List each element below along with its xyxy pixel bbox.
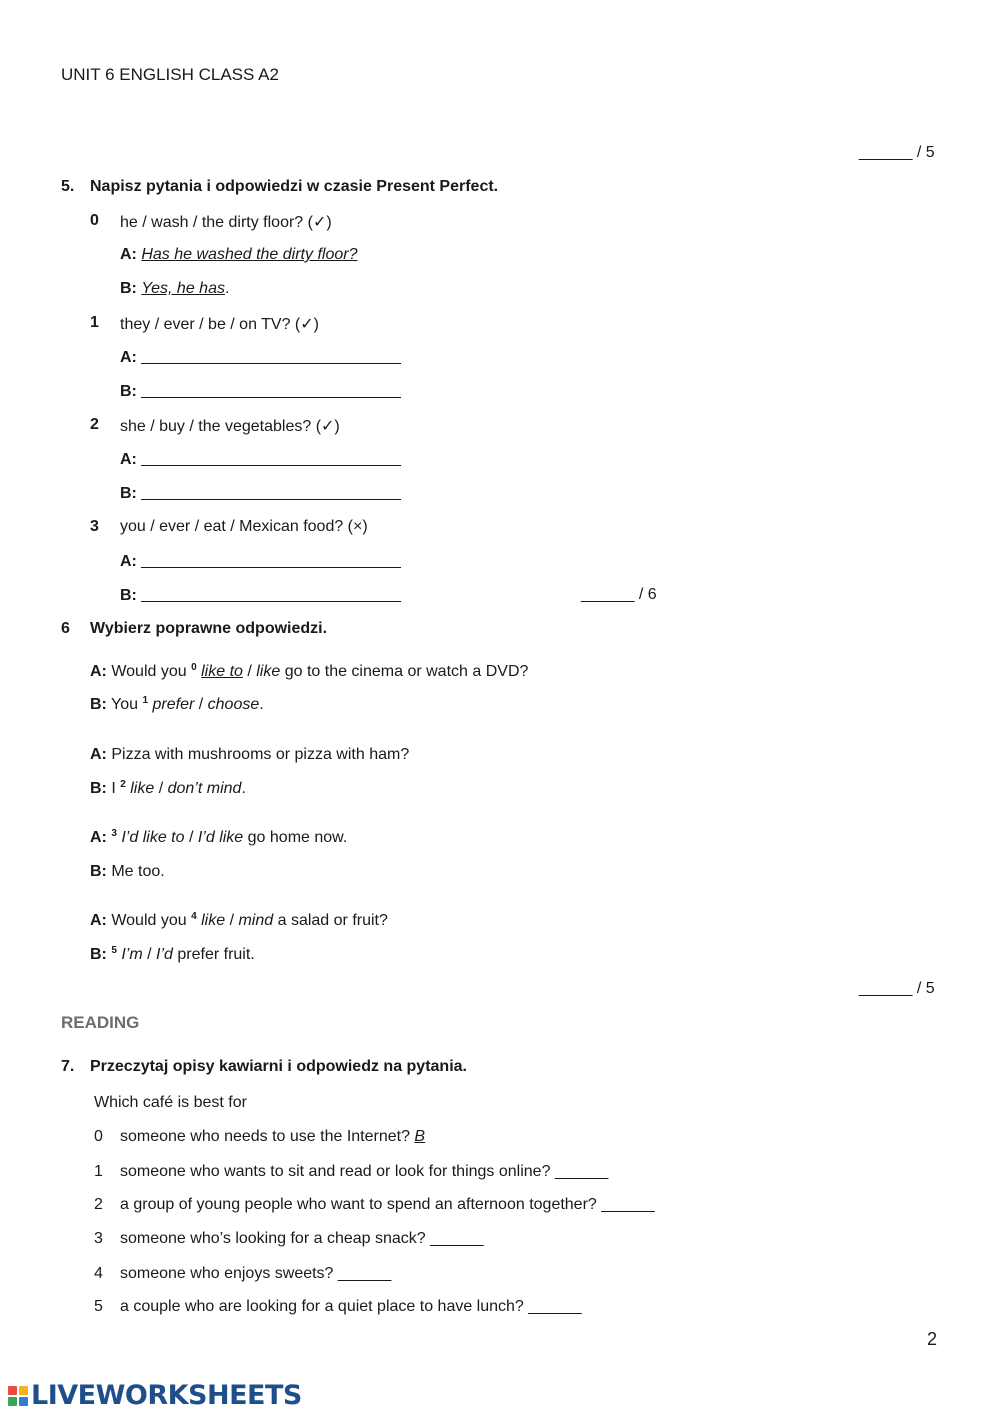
- gap-number: 1: [142, 695, 149, 706]
- option-separator: /: [184, 829, 198, 846]
- item-number: 1: [90, 314, 99, 331]
- answer-line-a[interactable]: [120, 552, 401, 571]
- answer-label: B:: [120, 485, 137, 502]
- dialogue-text: I: [111, 780, 121, 797]
- answer-blank[interactable]: [141, 450, 401, 466]
- answer-line-b[interactable]: [120, 586, 401, 605]
- answer-line-a[interactable]: [120, 348, 401, 367]
- dialogue-text: a salad or fruit?: [273, 912, 388, 929]
- option-separator: /: [194, 696, 208, 713]
- score-field: ______ / 5: [859, 980, 935, 997]
- option[interactable]: like: [130, 780, 155, 797]
- speaker-label: A:: [90, 746, 107, 763]
- item-text: someone who needs to use the Internet?: [120, 1128, 415, 1145]
- answer-blank[interactable]: [141, 552, 401, 568]
- dialogue-text: prefer fruit.: [172, 946, 255, 963]
- dialogue-line: [90, 746, 409, 764]
- exercise-instruction: Przeczytaj opisy kawiarni i odpowiedz na pytania.: [90, 1058, 467, 1075]
- gap-number: 4: [191, 911, 197, 922]
- option[interactable]: I’m: [121, 946, 143, 963]
- logo-text: LIVEWORKSHEETS: [31, 1380, 302, 1411]
- reading-item[interactable]: someone who’s looking for a cheap snack? ______: [120, 1230, 484, 1247]
- example-answer-a: [120, 246, 357, 264]
- answer-label: A:: [120, 553, 137, 570]
- dialogue-line: [90, 696, 264, 714]
- answer-label: A:: [120, 349, 137, 366]
- gap-number: 0: [191, 662, 197, 673]
- answer-line-a[interactable]: [120, 450, 401, 469]
- reading-item: [120, 1128, 425, 1146]
- example-answer: B: [414, 1128, 426, 1145]
- dialogue-text: go home now.: [243, 829, 348, 846]
- dialogue-text: Me too.: [111, 863, 165, 880]
- exercise-number: 7.: [61, 1058, 75, 1075]
- option[interactable]: prefer: [152, 696, 195, 713]
- dialogue-text: Pizza with mushrooms or pizza with ham?: [111, 746, 410, 763]
- option[interactable]: mind: [238, 912, 274, 929]
- dialogue-text: You: [111, 696, 143, 713]
- speaker-label: B:: [90, 780, 107, 797]
- dialogue-text: .: [241, 780, 246, 797]
- item-number: 2: [94, 1196, 103, 1213]
- answer-line-b[interactable]: [120, 382, 401, 401]
- score-field: ______ / 6: [581, 586, 657, 603]
- item-number: 0: [90, 212, 99, 229]
- item-prompt: they / ever / be / on TV? (✓): [120, 316, 319, 333]
- option-separator: /: [242, 663, 257, 680]
- item-number: 5: [94, 1298, 103, 1315]
- dialogue-text: Would you: [111, 912, 192, 929]
- option[interactable]: don’t mind: [167, 780, 242, 797]
- option[interactable]: I’d like to: [121, 829, 185, 846]
- answer-label: A:: [120, 451, 137, 468]
- item-prompt: she / buy / the vegetables? (✓): [120, 418, 340, 435]
- item-number: 3: [90, 518, 99, 535]
- exercise-instruction: Napisz pytania i odpowiedzi w czasie Present Perfect.: [90, 178, 499, 195]
- answer-label: B:: [120, 587, 137, 604]
- exercise-lead: Which café is best for: [94, 1094, 247, 1111]
- dialogue-text: Would you: [111, 663, 192, 680]
- option-separator: /: [142, 946, 157, 963]
- option[interactable]: like: [256, 663, 281, 680]
- exercise-instruction: Wybierz poprawne odpowiedzi.: [90, 620, 328, 637]
- score-field: ______ / 5: [859, 144, 935, 161]
- dialogue-text: go to the cinema or watch a DVD?: [280, 663, 529, 680]
- example-answer-b: [120, 280, 229, 298]
- answer-label: A:: [120, 246, 137, 263]
- example-question: Has he washed the dirty floor?: [141, 246, 358, 263]
- option-selected[interactable]: like to: [201, 663, 243, 680]
- dialogue-line: [90, 663, 528, 681]
- reading-item[interactable]: a group of young people who want to spend an afternoon together? ______: [120, 1196, 655, 1213]
- gap-number: 5: [111, 945, 117, 956]
- item-prompt: you / ever / eat / Mexican food? (×): [120, 518, 368, 535]
- dialogue-line: [90, 946, 255, 964]
- answer-blank[interactable]: [141, 586, 401, 602]
- speaker-label: B:: [90, 696, 107, 713]
- item-prompt: he / wash / the dirty floor? (✓): [120, 214, 332, 231]
- item-number: 4: [94, 1265, 103, 1282]
- answer-label: B:: [120, 280, 137, 297]
- dialogue-text: .: [259, 696, 264, 713]
- answer-blank[interactable]: [141, 382, 401, 398]
- logo-blocks-icon: [8, 1386, 28, 1406]
- option-separator: /: [154, 780, 168, 797]
- item-number: 1: [94, 1163, 103, 1180]
- gap-number: 3: [111, 828, 117, 839]
- reading-item[interactable]: someone who wants to sit and read or look for things online? ______: [120, 1163, 609, 1180]
- item-number: 2: [90, 416, 99, 433]
- answer-label: B:: [120, 383, 137, 400]
- speaker-label: A:: [90, 912, 107, 929]
- reading-item[interactable]: someone who enjoys sweets? ______: [120, 1265, 392, 1282]
- option[interactable]: I’d like: [197, 829, 244, 846]
- answer-blank[interactable]: [141, 348, 401, 364]
- reading-item[interactable]: a couple who are looking for a quiet place to have lunch? ______: [120, 1298, 582, 1315]
- dialogue-line: [90, 780, 246, 798]
- answer-line-b[interactable]: [120, 484, 401, 503]
- answer-blank[interactable]: [141, 484, 401, 500]
- item-number: 3: [94, 1230, 103, 1247]
- gap-number: 2: [120, 779, 126, 790]
- speaker-label: A:: [90, 829, 107, 846]
- page-number: 2: [927, 1329, 938, 1349]
- speaker-label: B:: [90, 863, 107, 880]
- example-answer: Yes, he has: [141, 280, 225, 297]
- page-title: UNIT 6 ENGLISH CLASS A2: [61, 65, 279, 84]
- exercise-number: 5.: [61, 178, 75, 195]
- speaker-label: B:: [90, 946, 107, 963]
- option-separator: /: [225, 912, 239, 929]
- section-heading: READING: [61, 1013, 140, 1032]
- option[interactable]: choose: [207, 696, 260, 713]
- liveworksheets-logo[interactable]: [8, 1380, 302, 1411]
- exercise-number: 6: [61, 620, 70, 637]
- dialogue-line: [90, 912, 388, 930]
- speaker-label: A:: [90, 663, 107, 680]
- option[interactable]: like: [201, 912, 226, 929]
- period: .: [224, 280, 230, 297]
- dialogue-line: [90, 863, 165, 881]
- dialogue-line: [90, 829, 347, 847]
- item-number: 0: [94, 1128, 103, 1145]
- option[interactable]: I’d: [156, 946, 173, 963]
